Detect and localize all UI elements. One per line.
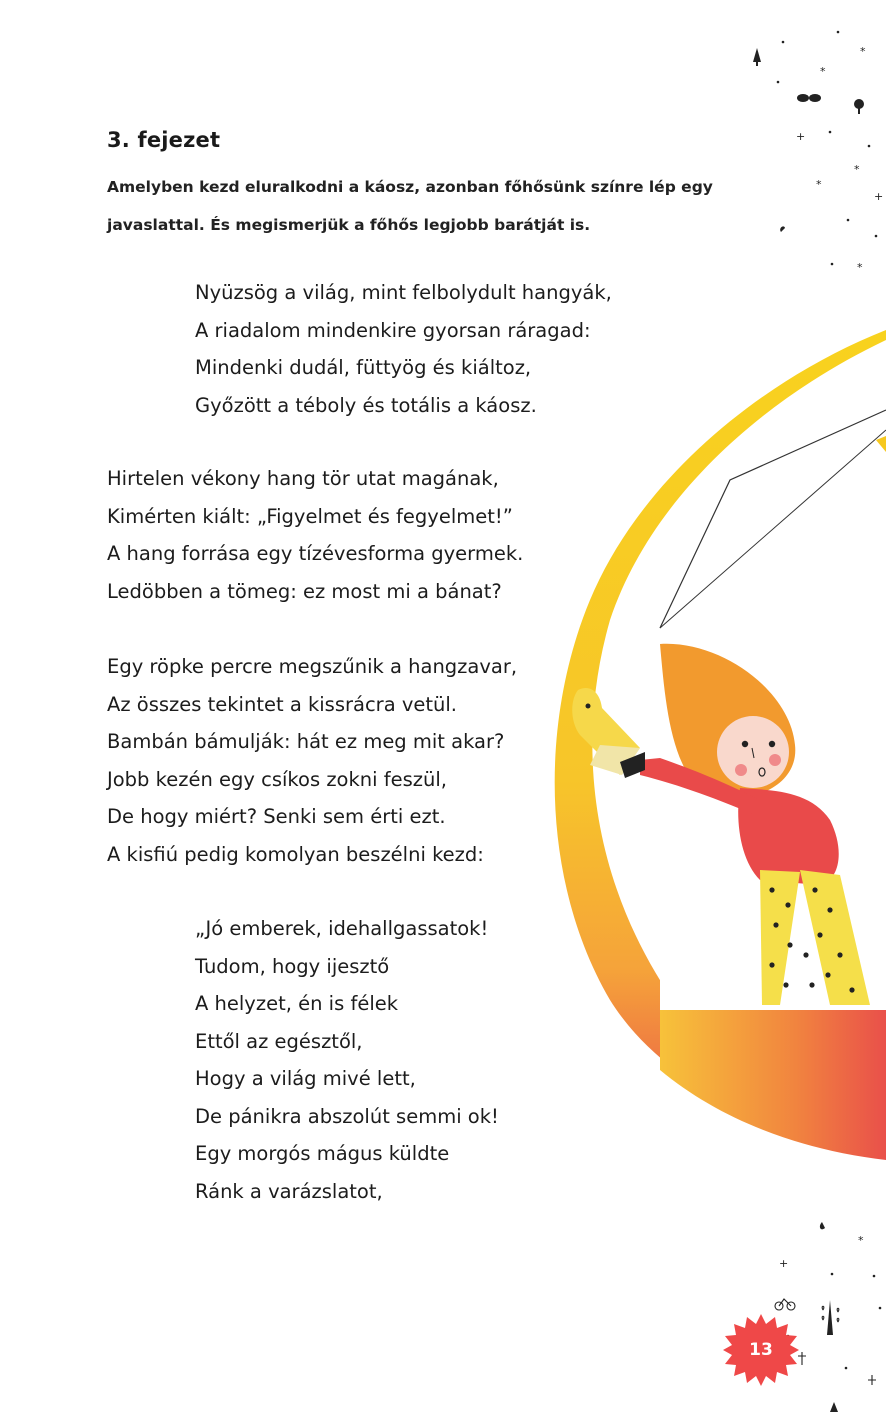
boy-illustration — [520, 0, 886, 1417]
svg-text:+: + — [779, 1257, 789, 1270]
poem-line: A kisfiú pedig komolyan beszélni kezd: — [107, 842, 484, 866]
poem-line: Ledöbben a tömeg: ez most mi a bánat? — [107, 579, 502, 603]
page-number: 13 — [749, 1340, 773, 1360]
poem-line: De pánikra abszolút semmi ok! — [195, 1104, 499, 1128]
poem-line: Egy morgós mágus küldte — [195, 1142, 450, 1165]
poem-line: Győzött a téboly és totális a káosz. — [195, 393, 537, 417]
poem-stanza-2 — [107, 460, 523, 610]
poem-line: Egy röpke percre megszűnik a hangzavar, — [107, 655, 518, 678]
svg-text:*: * — [860, 45, 866, 58]
svg-text:+: + — [796, 130, 806, 143]
svg-text:+: + — [874, 190, 884, 203]
poem-line: Nyüzsög a világ, mint felbolydult hangyák, — [195, 281, 612, 304]
poem-stanza-4 — [195, 910, 499, 1210]
poem-line: Ránk a varázslatot, — [195, 1179, 383, 1203]
poem-line: Mindenki dudál, füttyög és kiáltoz, — [195, 356, 532, 379]
svg-text:*: * — [820, 65, 826, 78]
svg-text:*: * — [857, 261, 863, 274]
chapter-title: 3. fejezet — [107, 128, 221, 152]
chapter-summary: Amelyben kezd eluralkodni a káosz, azonban főhősünk színre lép egy javaslattal. És megismerjük a főhős legjobb barátját is. — [107, 178, 713, 234]
poem-line: A riadalom mindenkire gyorsan ráragad: — [195, 318, 591, 342]
poem-line: Jobb kezén egy csíkos zokni feszül, — [107, 767, 447, 791]
poem-line: Hirtelen vékony hang tör utat magának, — [107, 467, 499, 490]
svg-text:*: * — [816, 178, 822, 191]
poem-line: Tudom, hogy ijesztő — [195, 954, 390, 978]
svg-text:*: * — [858, 1234, 864, 1247]
poem-line: A helyzet, én is félek — [195, 992, 399, 1015]
poem-stanza-3 — [107, 648, 517, 873]
poem-line: „Jó emberek, idehallgassatok! — [195, 917, 489, 940]
poem-line: De hogy miért? Senki sem érti ezt. — [107, 805, 446, 828]
poem-line: Kimérten kiált: „Figyelmet és fegyelmet!” — [107, 504, 513, 528]
poem-line: A hang forrása egy tízévesforma gyermek. — [107, 542, 524, 565]
poem-line: Hogy a világ mivé lett, — [195, 1067, 416, 1090]
svg-text:*: * — [854, 163, 860, 176]
poem-line: Az összes tekintet a kissrácra vetül. — [107, 692, 458, 716]
poem-line: Ettől az egésztől, — [195, 1029, 363, 1053]
poem-line: Bambán bámulják: hát ez meg mit akar? — [107, 730, 505, 753]
